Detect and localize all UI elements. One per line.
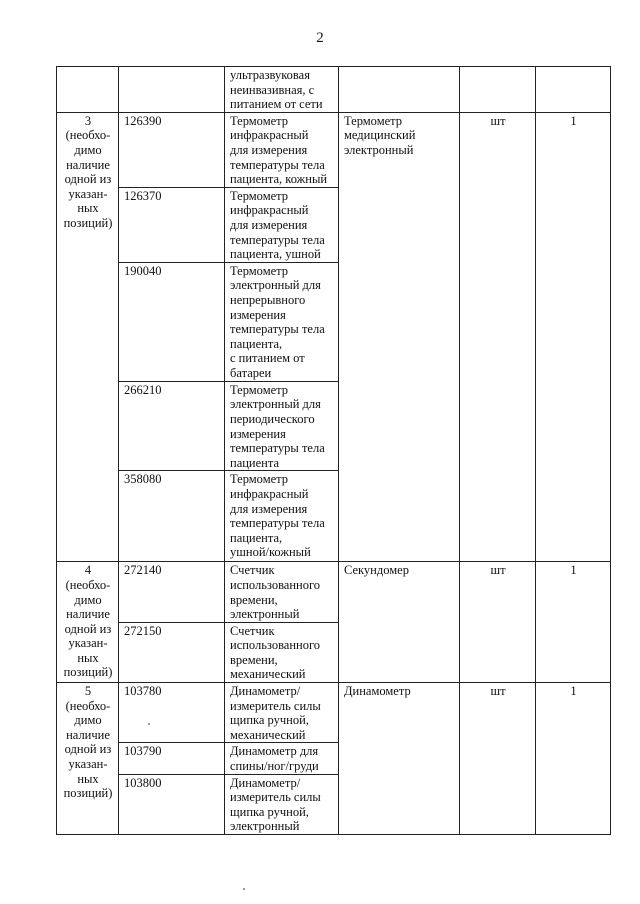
code-cell	[119, 67, 225, 113]
code-cell	[119, 262, 225, 381]
quantity-value: 1	[570, 563, 577, 578]
code-cell	[119, 683, 225, 743]
equipment-table	[56, 66, 611, 835]
item-name: Термометр электронный для периодического измерения температуры тела пациента	[230, 382, 325, 470]
item-name-cell	[225, 622, 339, 682]
item-code: 103790	[124, 744, 162, 759]
scan-speck	[243, 888, 245, 890]
table-row	[57, 562, 611, 622]
item-name-cell	[225, 187, 339, 262]
unit-cell	[460, 112, 536, 562]
equipment-name: Секундомер	[344, 563, 409, 578]
quantity-cell	[536, 562, 611, 683]
item-code: 103780	[124, 684, 162, 699]
item-name-cell	[225, 562, 339, 622]
code-cell	[119, 187, 225, 262]
code-cell	[119, 774, 225, 834]
item-name: ультразвуковая неинвазивная, с питанием от сети	[230, 68, 323, 112]
code-cell	[119, 471, 225, 562]
item-name-cell	[225, 471, 339, 562]
equipment-cell	[339, 112, 460, 562]
equipment-name: Динамометр	[344, 684, 411, 699]
item-code: 126390	[124, 113, 162, 128]
equipment-cell	[339, 683, 460, 835]
position-cell	[57, 67, 119, 113]
item-name-cell	[225, 774, 339, 834]
item-name-cell	[225, 381, 339, 471]
item-name-cell	[225, 683, 339, 743]
quantity-cell	[536, 112, 611, 562]
unit-cell	[460, 67, 536, 113]
item-name: Динамометр для спины/ног/груди	[230, 744, 319, 774]
unit-cell	[460, 683, 536, 835]
item-code: 272150	[124, 623, 162, 638]
item-name: Термометр инфракрасный для измерения температуры тела пациента, кожный	[230, 113, 328, 187]
quantity-cell	[536, 67, 611, 113]
item-name-cell	[225, 262, 339, 381]
position-label: 5 (необхо- димо наличие одной из указан- ных позиций)	[63, 684, 113, 801]
item-name: Динамометр/ измеритель силы щипка ручной, электронный	[230, 775, 321, 834]
unit-label: шт	[490, 113, 506, 128]
item-name: Счетчик использованного времени, механический	[230, 623, 321, 682]
item-name: Счетчик использованного времени, электронный	[230, 563, 321, 622]
item-code: 358080	[124, 472, 162, 487]
code-cell	[119, 562, 225, 622]
position-cell	[57, 562, 119, 683]
item-name: Термометр электронный для непрерывного измерения температуры тела пациента, с питанием от батареи	[230, 263, 325, 380]
item-name-cell	[225, 112, 339, 187]
quantity-cell	[536, 683, 611, 835]
unit-label: шт	[490, 684, 506, 699]
code-cell	[119, 381, 225, 471]
item-code: 190040	[124, 263, 162, 278]
table-row	[57, 112, 611, 187]
item-name: Термометр инфракрасный для измерения температуры тела пациента, ушной	[230, 188, 325, 262]
quantity-value: 1	[570, 113, 577, 128]
table-row	[57, 67, 611, 113]
code-cell	[119, 743, 225, 774]
position-cell	[57, 112, 119, 562]
equipment-cell	[339, 562, 460, 683]
item-name-cell	[225, 67, 339, 113]
item-name: Термометр инфракрасный для измерения температуры тела пациента, ушной/кожный	[230, 472, 325, 560]
position-label: 3 (необхо- димо наличие одной из указан- ных позиций)	[63, 113, 113, 230]
item-code: 126370	[124, 188, 162, 203]
code-cell	[119, 112, 225, 187]
item-code: 103800	[124, 775, 162, 790]
code-cell	[119, 622, 225, 682]
scan-speck	[148, 723, 150, 725]
quantity-value: 1	[570, 684, 577, 699]
position-cell	[57, 683, 119, 835]
item-name: Динамометр/ измеритель силы щипка ручной, механический	[230, 684, 321, 742]
equipment-name: Термометр медицинский электронный	[344, 113, 416, 157]
equipment-cell	[339, 67, 460, 113]
position-label: 4 (необхо- димо наличие одной из указан- ных позиций)	[63, 563, 113, 680]
unit-label: шт	[490, 563, 506, 578]
page-number: 2	[316, 30, 324, 46]
unit-cell	[460, 562, 536, 683]
item-name-cell	[225, 743, 339, 774]
item-code: 272140	[124, 563, 162, 578]
table-row	[57, 683, 611, 743]
item-code: 266210	[124, 382, 162, 397]
